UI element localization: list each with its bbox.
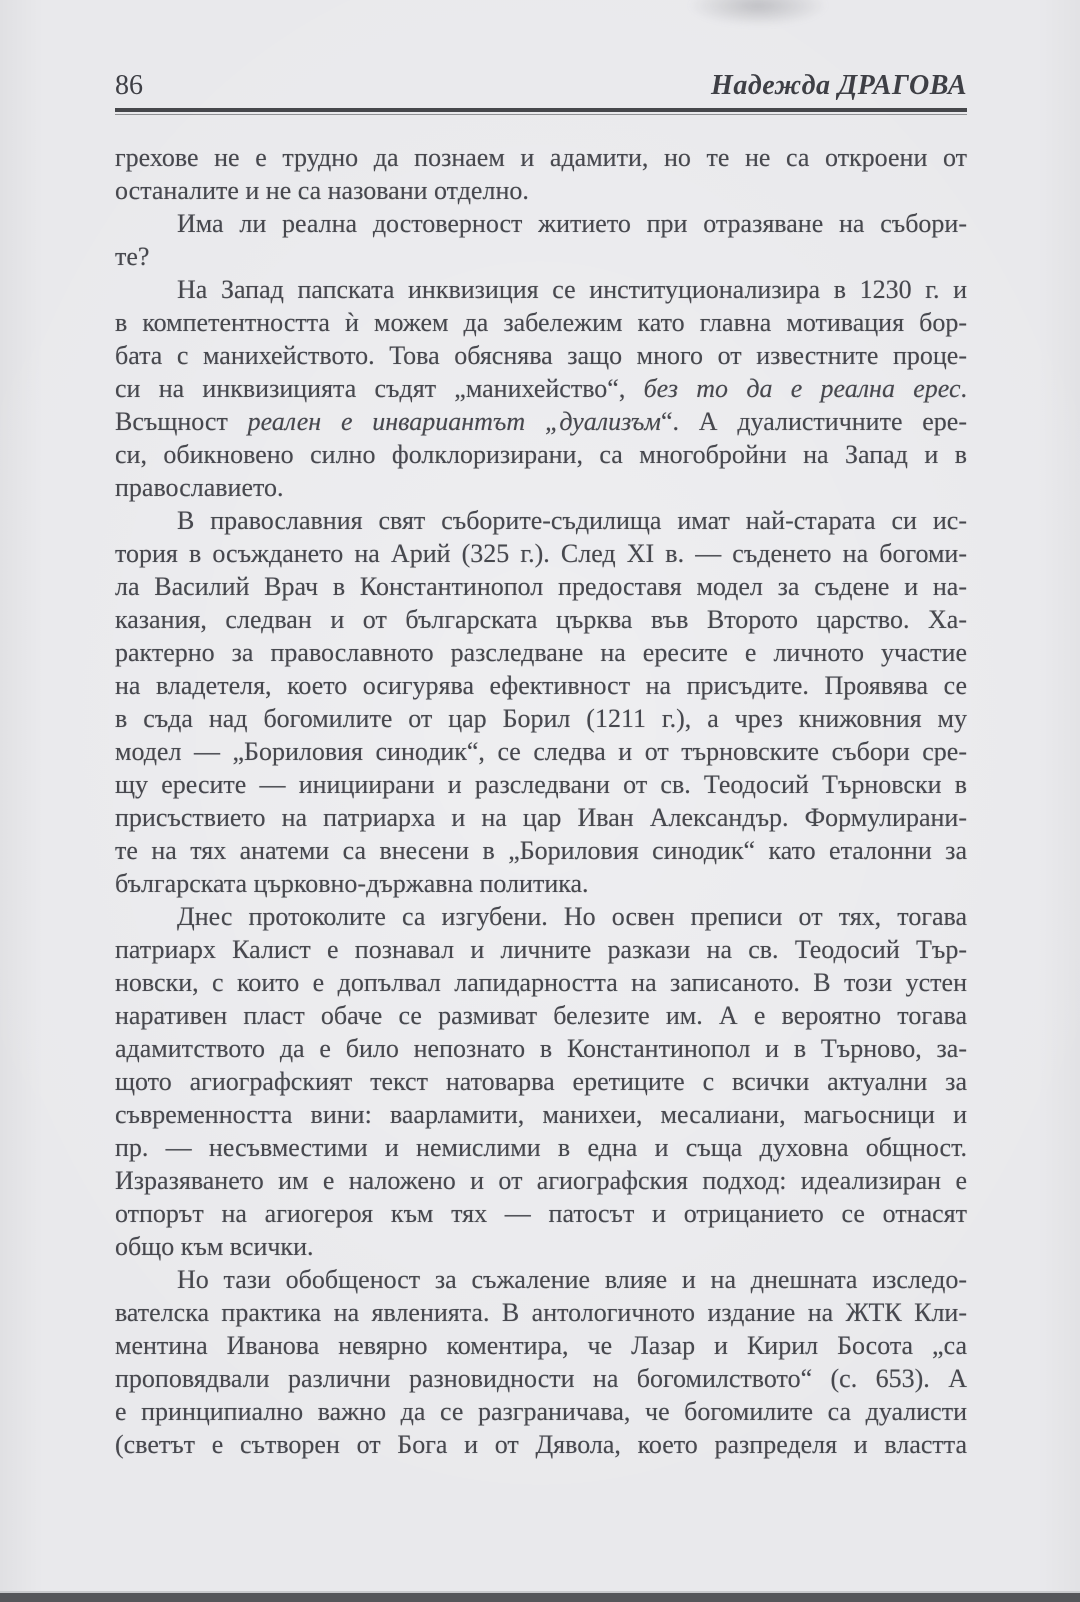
text-line [115, 537, 967, 570]
text-run: грехове не е трудно да познаем и адамити, но те не са откроени от [115, 143, 967, 172]
text-line [115, 1230, 967, 1263]
text-run: пр. — несъвместими и немислими в една и съща духовна общност. [115, 1133, 967, 1162]
text-run: казания, следван и от българската църква във Второто царство. Ха- [115, 605, 967, 634]
text-line [115, 1098, 967, 1131]
text-line [115, 306, 967, 339]
text-run: ментина Иванова невярно коментира, че Лазар и Кирил Босота „са [115, 1331, 967, 1360]
text-run: отпорът на агиогероя към тях — патосът и отрицанието се отнасят [115, 1199, 967, 1228]
text-line [115, 636, 967, 669]
text-line [115, 966, 967, 999]
text-line [115, 999, 967, 1032]
text-line [115, 669, 967, 702]
text-run: модел — „Бориловия синодик“, се следва и от търновските събори сре- [115, 737, 967, 766]
text-run: на владетеля, което осигурява ефективност на присъдите. Проявява се [115, 671, 967, 700]
text-run: останалите и не са назовани отделно. [115, 176, 529, 205]
text-run: На Запад папската инквизиция се институционализира в 1230 г. и [177, 275, 967, 304]
text-run: православието. [115, 473, 284, 502]
text-line [115, 735, 967, 768]
text-run: общо към всички. [115, 1232, 314, 1261]
text-line [115, 438, 967, 471]
text-line [115, 273, 967, 306]
text-run: е принципиално важно да се разграничава, че богомилите са дуалисти [115, 1397, 967, 1426]
text-run: те? [115, 242, 150, 271]
text-line [115, 207, 967, 240]
running-head [115, 70, 967, 102]
page-number: 86 [115, 70, 143, 101]
text-line [115, 1395, 967, 1428]
text-line [115, 240, 967, 273]
text-run: Всъщност [115, 407, 248, 436]
text-run: наративен пласт обаче се размиват белезите им. А е вероятно тогава [115, 1001, 967, 1030]
text-run: проповядвали различни разновидности на богомилството“ (с. 653). А [115, 1364, 967, 1393]
running-head-author: Надежда ДРАГОВА [711, 70, 967, 101]
text-line [115, 372, 967, 405]
text-run: Днес протоколите са изгубени. Но освен преписи от тях, тогава [177, 902, 967, 931]
text-run: рактерно за православното разследване на ересите е личното участие [115, 638, 967, 667]
text-line [115, 834, 967, 867]
text-run: те на тях анатеми са внесени в „Бориловия синодик“ като еталонни за [115, 836, 967, 865]
text-run: си, обикновено силно фолклоризирани, са многобройни на Запад и в [115, 440, 967, 469]
text-run: новски, с които е допълвал лапидарността на записаното. В този устен [115, 968, 967, 997]
text-run: присъствието на патриарха и на цар Иван Александър. Формулирани- [115, 803, 967, 832]
italic-run: без то да е реална ерес [643, 374, 961, 403]
text-line [115, 471, 967, 504]
text-line [115, 933, 967, 966]
text-line [115, 405, 967, 438]
text-line [115, 1329, 967, 1362]
italic-run: реален е инвариантът „дуализъм [247, 407, 661, 436]
text-run: съвременността вини: ваарламити, манихеи, месалиани, магьосници и [115, 1100, 967, 1129]
text-line [115, 174, 967, 207]
text-run: патриарх Калист е познавал и личните разкази на св. Теодосий Тър- [115, 935, 967, 964]
text-run: адамитството да е било непознато в Константинопол и в Търново, за- [115, 1034, 967, 1063]
text-run: щу ересите — инициирани и разследвани от св. Теодосий Търновски в [115, 770, 967, 799]
text-line [115, 1164, 967, 1197]
text-run: си на инквизицията съдят „манихейство“, [115, 374, 644, 403]
text-line [115, 1428, 967, 1461]
text-run: Има ли реална достоверност житието при отразяване на събори- [177, 209, 967, 238]
text-run: Изразяването им е наложено и от агиографския подход: идеализиран е [115, 1166, 967, 1195]
text-line [115, 1065, 967, 1098]
text-line [115, 768, 967, 801]
text-line [115, 801, 967, 834]
text-line [115, 339, 967, 372]
text-run: в компетентността ѝ можем да забележим като главна мотивация бор- [115, 308, 967, 337]
text-line [115, 1197, 967, 1230]
text-run: вателска практика на явленията. В антологичното издание на ЖТК Кли- [115, 1298, 967, 1327]
text-line [115, 1296, 967, 1329]
text-line [115, 867, 967, 900]
text-line [115, 141, 967, 174]
text-run: “. А дуалистичните ере- [661, 407, 967, 436]
text-run: българската църковно-държавна политика. [115, 869, 589, 898]
text-line [115, 504, 967, 537]
text-run: . [960, 374, 967, 403]
text-line [115, 603, 967, 636]
text-line [115, 1263, 967, 1296]
text-run: Но тази обобщеност за съжаление влияе и на днешната изследо- [177, 1265, 967, 1294]
text-line [115, 1131, 967, 1164]
text-line [115, 1362, 967, 1395]
text-line [115, 702, 967, 735]
scan-edge-shadow [0, 1593, 1080, 1602]
page-body [115, 141, 967, 1461]
text-run: В православния свят съборите-съдилища имат най-старата си ис- [177, 506, 967, 535]
page-content [115, 0, 967, 1461]
header-rule [115, 108, 967, 115]
text-run: бата с манихейството. Това обяснява защо много от известните проце- [115, 341, 967, 370]
text-run: (светът е сътворен от Бога и от Дявола, което разпределя и властта [115, 1430, 967, 1459]
text-line [115, 900, 967, 933]
text-run: тория в осъждането на Арий (325 г.). След XI в. — съденето на богоми- [115, 539, 967, 568]
text-run: щото агиографският текст натоварва еретиците с всички актуални за [115, 1067, 967, 1096]
text-line [115, 1032, 967, 1065]
text-run: в съда над богомилите от цар Борил (1211 г.), а чрез книжовния му [115, 704, 967, 733]
text-line [115, 570, 967, 603]
text-run: ла Василий Врач в Константинопол предоставя модел за съдене и на- [115, 572, 967, 601]
